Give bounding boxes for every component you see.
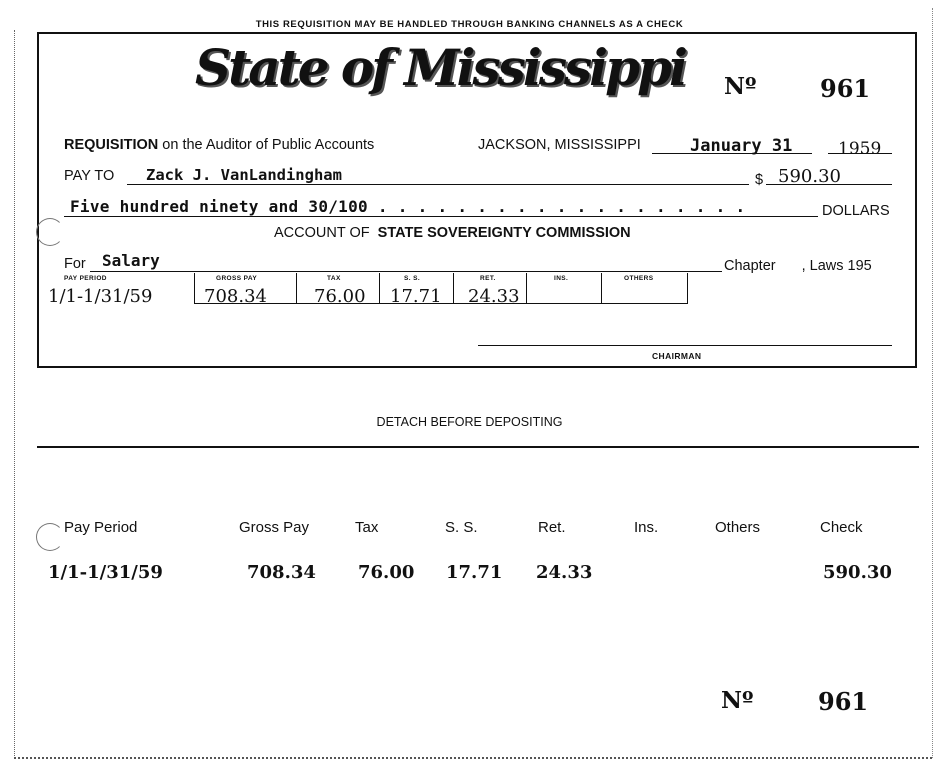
banking-note: THIS REQUISITION MAY BE HANDLED THROUGH BANKING CHANNELS AS A CHECK: [255, 19, 684, 30]
stub-number: 961: [818, 687, 869, 716]
detach-note: DETACH BEFORE DEPOSITING: [376, 415, 563, 429]
laws-label: , Laws 195: [801, 258, 872, 274]
requisition-label: REQUISITION: [64, 137, 159, 153]
col-divider: [379, 273, 380, 303]
col-divider: [453, 273, 454, 303]
for-line: [90, 271, 722, 272]
stub-header-ret: Ret.: [538, 519, 566, 536]
col-divider: [296, 273, 297, 303]
col-ins-header: INS.: [554, 275, 569, 282]
col-gross-pay-header: GROSS PAY: [216, 275, 258, 282]
stub-header-gross-pay: Gross Pay: [239, 519, 310, 536]
stub-header-others: Others: [715, 519, 761, 536]
stub-header-ss: S. S.: [445, 519, 478, 536]
check-number: 961: [820, 74, 871, 103]
stub-number-label: Nº: [721, 687, 754, 714]
punch-hole: [36, 523, 64, 551]
for-label: For: [64, 256, 86, 272]
stub-header-check: Check: [820, 519, 863, 536]
pay-to-label: PAY TO: [64, 168, 115, 184]
signature-line: [478, 345, 892, 346]
location-label: JACKSON, MISSISSIPPI: [478, 137, 641, 153]
account-name: STATE SOVEREIGNTY COMMISSION: [377, 225, 631, 241]
amount-words: Five hundred ninety and 30/100 . . . . . . . . . . . . . . . . . . .: [70, 197, 746, 216]
stub-ss: 17.71: [446, 562, 503, 583]
dollar-sign: $: [755, 172, 764, 188]
detach-line: [37, 446, 919, 448]
stub-header-tax: Tax: [355, 519, 379, 536]
col-pay-period-header: PAY PERIOD: [64, 275, 107, 282]
stub-tax: 76.00: [358, 562, 415, 583]
words-line: [64, 216, 818, 217]
payee-name: Zack J. VanLandingham: [146, 166, 342, 184]
col-divider: [526, 273, 527, 303]
requisition-line: [64, 137, 374, 153]
check-year: 1959: [838, 139, 882, 159]
check-gross-pay: 708.34: [204, 286, 267, 307]
dollars-label: DOLLARS: [822, 203, 890, 219]
state-title: State of Mississippi: [195, 38, 686, 97]
check-pay-period: 1/1-1/31/59: [48, 286, 153, 307]
stub-ret: 24.33: [536, 562, 593, 583]
page-left-edge: [14, 30, 16, 758]
check-amount: 590.30: [778, 166, 841, 187]
check-date: January 31: [690, 136, 793, 156]
page-bottom-edge: [14, 757, 932, 759]
stub-pay-period: 1/1-1/31/59: [48, 562, 163, 583]
payee-line: [127, 184, 749, 185]
col-others-header: OTHERS: [624, 275, 654, 282]
account-of-label: ACCOUNT OF: [274, 225, 370, 241]
col-ret-header: RET.: [480, 275, 496, 282]
check-tax: 76.00: [314, 286, 366, 307]
col-divider: [687, 273, 688, 303]
stub-check: 590.30: [823, 562, 892, 583]
col-ss-header: S. S.: [404, 275, 421, 282]
check-number-label: Nº: [724, 73, 757, 100]
chapter-line: [724, 258, 872, 274]
check-ret: 24.33: [468, 286, 520, 307]
stub-gross-pay: 708.34: [247, 562, 316, 583]
punch-hole: [36, 218, 64, 246]
check-ss: 17.71: [390, 286, 442, 307]
col-divider: [194, 273, 195, 303]
stub-header-ins: Ins.: [634, 519, 659, 536]
page-right-edge: [932, 8, 934, 758]
col-tax-header: TAX: [327, 275, 341, 282]
account-line: [274, 225, 631, 241]
stub-header-pay-period: Pay Period: [64, 519, 138, 536]
chapter-label: Chapter: [724, 258, 776, 274]
col-divider: [601, 273, 602, 303]
chairman-label: CHAIRMAN: [652, 351, 702, 361]
requisition-text: on the Auditor of Public Accounts: [162, 137, 375, 153]
for-value: Salary: [102, 251, 160, 270]
